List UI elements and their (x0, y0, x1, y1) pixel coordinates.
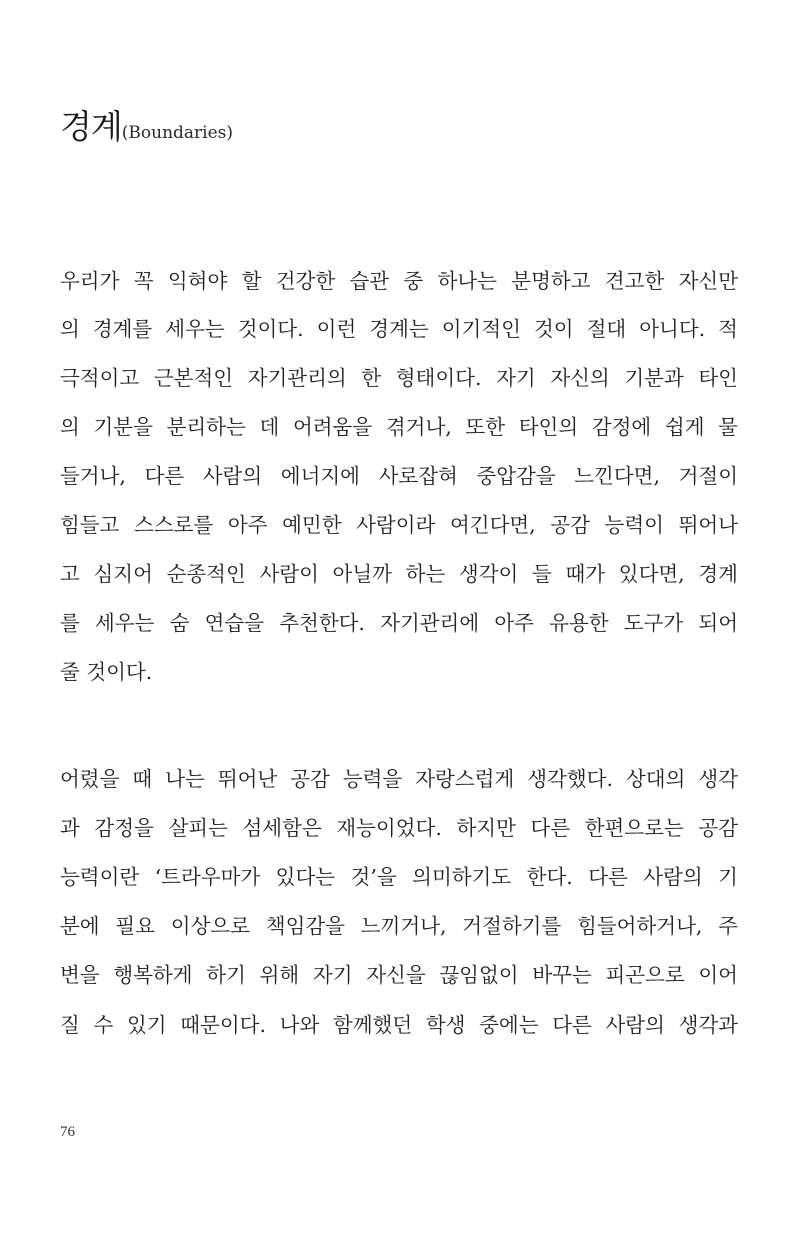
paragraph-line: 줄 것이다. (60, 660, 153, 684)
paragraph-line: 의 기분을 분리하는 데 어려움을 겪거나, 또한 타인의 감정에 쉽게 물 (60, 415, 738, 439)
section-title-korean: 경계 (60, 107, 122, 146)
paragraph-line: 힘들고 스스로를 아주 예민한 사람이라 여긴다면, 공감 능력이 뛰어나 (60, 513, 738, 537)
paragraph-line: 능력이란 ‘트라우마가 있다는 것’을 의미하기도 한다. 다른 사람의 기 (60, 865, 738, 889)
section-title-english: (Boundaries) (121, 123, 234, 143)
paragraph-line: 과 감정을 살피는 섬세함은 재능이었다. 하지만 다른 한편으로는 공감 (60, 816, 738, 840)
paragraph-line: 질 수 있기 때문이다. 나와 함께했던 학생 중에는 다른 사람의 생각과 (60, 1013, 738, 1037)
page-number: 76 (60, 1124, 75, 1140)
paragraph-line: 고 심지어 순종적인 사람이 아닐까 하는 생각이 들 때가 있다면, 경계 (60, 562, 738, 586)
paragraph-line: 를 세우는 숨 연습을 추천한다. 자기관리에 아주 유용한 도구가 되어 (60, 611, 738, 635)
paragraph-line: 우리가 꼭 익혀야 할 건강한 습관 중 하나는 분명하고 견고한 자신만 (60, 269, 738, 293)
paragraph-line: 들거나, 다른 사람의 에너지에 사로잡혀 중압감을 느낀다면, 거절이 (60, 464, 738, 488)
paragraph-line: 극적이고 근본적인 자기관리의 한 형태이다. 자기 자신의 기분과 타인 (60, 366, 738, 390)
paragraph-line: 분에 필요 이상으로 책임감을 느끼거나, 거절하기를 힘들어하거나, 주 (60, 914, 738, 938)
section-title (60, 107, 234, 146)
paragraph-line: 변을 행복하게 하기 위해 자기 자신을 끊임없이 바꾸는 피곤으로 이어 (60, 963, 738, 987)
paragraph-line: 어렸을 때 나는 뛰어난 공감 능력을 자랑스럽게 생각했다. 상대의 생각 (60, 767, 738, 791)
paragraph-line: 의 경계를 세우는 것이다. 이런 경계는 이기적인 것이 절대 아니다. 적 (60, 317, 738, 341)
